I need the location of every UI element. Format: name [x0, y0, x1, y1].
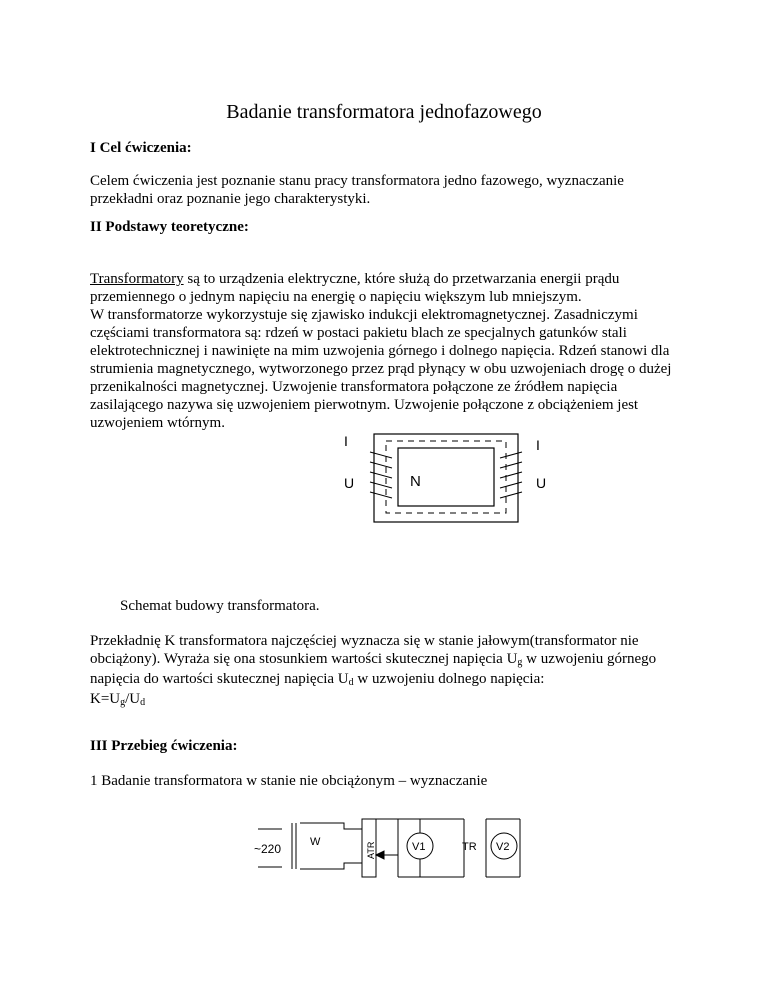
primary-winding — [370, 452, 392, 498]
formula-part-2: /U — [125, 691, 141, 707]
label-i-right: I — [536, 437, 540, 453]
page-title: Badanie transformatora jednofazowego — [226, 101, 542, 123]
return-lead — [300, 863, 362, 869]
ratio-sub-d: d — [348, 677, 354, 688]
para1-rest: są to urządzenia elektryczne, które służą do przetwarzania energii prądu przemiennego o jednym napięciu na energię o napięciu większym lub mniejszym. — [90, 271, 620, 305]
section-2-paragraph — [90, 270, 680, 432]
source-label: ~220 — [254, 842, 282, 856]
formula-part-1: K=U — [90, 691, 121, 707]
core-outer — [374, 434, 518, 522]
v1-label: V1 — [412, 841, 426, 853]
secondary-winding — [500, 452, 522, 498]
label-n: N — [410, 473, 421, 490]
transformer-diagram — [330, 432, 570, 532]
atr-label: ATR — [366, 841, 376, 859]
para2: W transformatorze wykorzystuje się zjawisko indukcji elektromagnetycznej. Zasadniczymi częściami transformatora są: rdzeń w postaci pakietu blach ze specjalnych gatunków stali elektrotechnicznej i nawinięte na mim uzwojenia górnego i dolnego napięcia. Rdzeń stanowi dla strumienia magnetycznego, wytworzonego przez prąd płynący w obu uzwojeniach drogę o dużej przenikalności magnetycznej. Uzwojenie transformatora połączone ze źródłem napięcia zasilającego nazywa się uzwojeniem pierwotnym. Uzwojenie połączone z obciążeniem jest uzwojeniem wtórnym. — [90, 307, 672, 431]
section-1-heading: I Cel ćwiczenia: — [90, 140, 192, 156]
section-3-heading: III Przebieg ćwiczenia: — [90, 738, 238, 754]
section-2-heading: II Podstawy teoretyczne: — [90, 219, 249, 235]
ratio-text-1: Przekładnię K transformatora najczęściej wyznacza się w stanie jałowym(transformator nie obciążony). Wyraża się ona stosunkiem wartości skutecznej napięcia U — [90, 633, 639, 667]
flux-path — [386, 441, 506, 513]
formula-sub-g: g — [120, 697, 126, 708]
diagram-caption: Schemat budowy transformatora. — [120, 598, 320, 614]
ratio-text-3: w uzwojeniu dolnego napięcia: — [353, 671, 545, 687]
formula-sub-d: d — [140, 697, 146, 708]
atr-arrow — [376, 851, 384, 859]
ratio-sub-g: g — [517, 657, 523, 668]
label-u-right: U — [536, 475, 547, 491]
label-u-left: U — [344, 475, 355, 491]
w-label: W — [310, 836, 321, 848]
circuit-diagram — [250, 815, 530, 885]
section-3-item-1: 1 Badanie transformatora w stanie nie obciążonym – wyznaczanie — [90, 773, 488, 789]
section-1-text: Celem ćwiczenia jest poznanie stanu pracy transformatora jedno fazowego, wyznaczanie przekładni oraz poznanie jego charakterystyki. — [90, 173, 624, 207]
tr-label: TR — [462, 841, 477, 853]
wattmeter-lead — [300, 823, 362, 829]
ratio-text-2: w uzwojeniu górnego napięcia do wartości skutecznej napięcia U — [90, 651, 657, 687]
label-i-left: I — [344, 433, 348, 449]
v2-label: V2 — [496, 841, 510, 853]
ratio-paragraph — [90, 632, 680, 710]
transformatory-link[interactable]: Transformatory — [90, 271, 184, 287]
